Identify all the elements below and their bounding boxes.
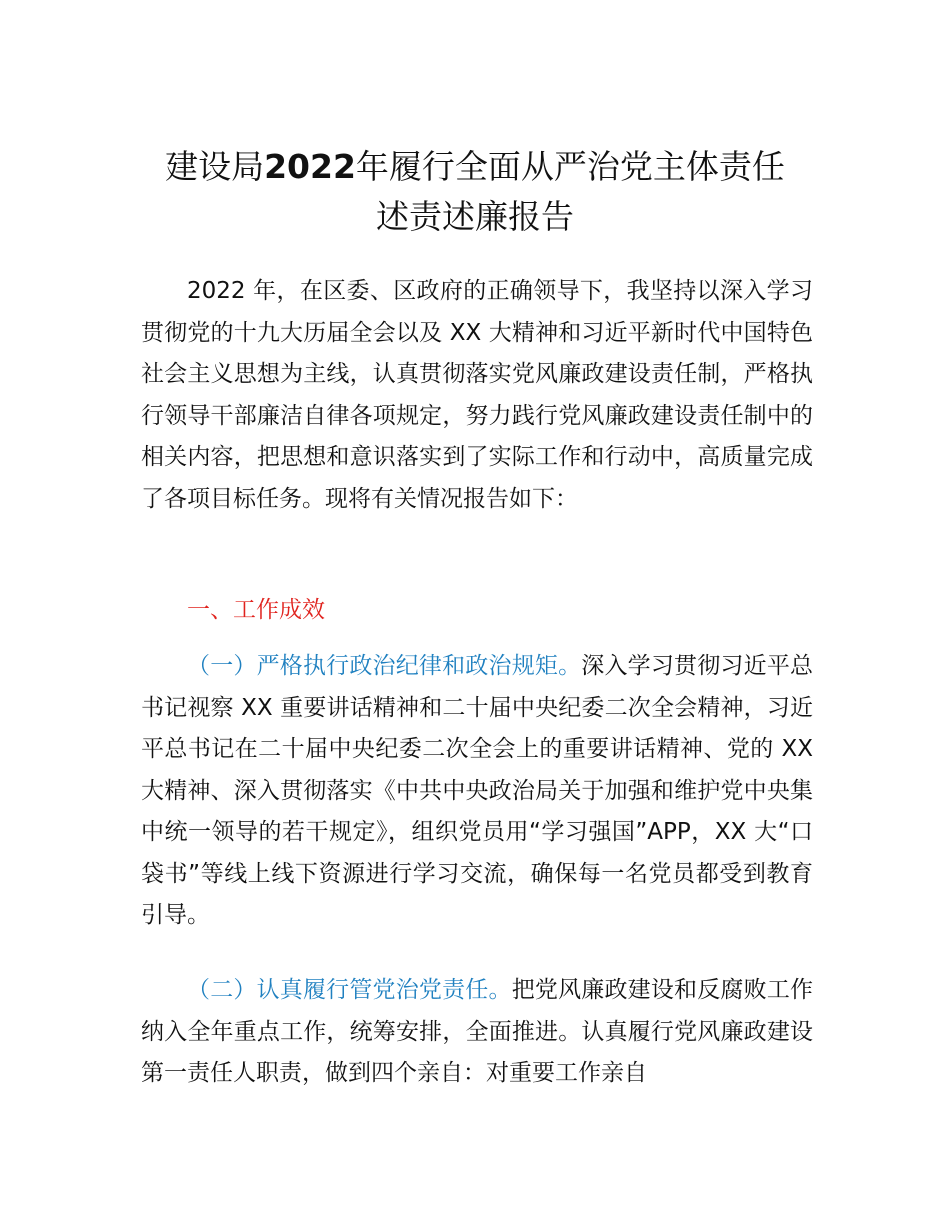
item-1-body: 深入学习贯彻习近平总书记视察 XX 重要讲话精神和二十届中央纪委二次全会精神，习近平总书记在二十届中央纪委二次全会上的重要讲话精神、党的 XX 大精神、深入贯彻落实《中共中央政治局关于加强和维护党中央集中统一领导的若干规定》，组织党员用“学习强国”APP，XX 大“口袋书”等线上线下资源进行学习交流，确保每一名党员都受到教育引导。: [141, 653, 814, 928]
intro-paragraph: 2022 年，在区委、区政府的正确领导下，我坚持以深入学习贯彻党的十九大历届全会以及 XX 大精神和习近平新时代中国特色社会主义思想为主线，认真贯彻落实党风廉政建设责任制，严格执行领导干部廉洁自律各项规定，努力践行党风廉政建设责任制中的相关内容，把思想和意识落实到了实际工作和行动中，高质量完成了各项目标任务。现将有关情况报告如下：: [141, 278, 813, 512]
item-2-body: 把党风廉政建设和反腐败工作纳入全年重点工作，统筹安排，全面推进。认真履行党风廉政建设第一责任人职责，做到四个亲自：对重要工作亲自: [141, 977, 814, 1086]
section-heading-achievements: 一、工作成效: [187, 597, 325, 623]
document-title-line-1: [100, 143, 850, 191]
title-suffix: 年履行全面从严治党主体责任: [355, 147, 785, 186]
item-2-paragraph: [141, 970, 813, 1095]
title-year: 2022: [264, 147, 356, 186]
title-prefix: 建设局: [165, 147, 265, 186]
item-1-heading: （一）严格执行政治纪律和政治规矩。: [187, 653, 582, 679]
item-2-heading: （二）认真履行管党治党责任。: [187, 977, 512, 1003]
document-title-line-2: 述责述廉报告: [376, 197, 574, 236]
item-1-paragraph: [141, 646, 813, 937]
